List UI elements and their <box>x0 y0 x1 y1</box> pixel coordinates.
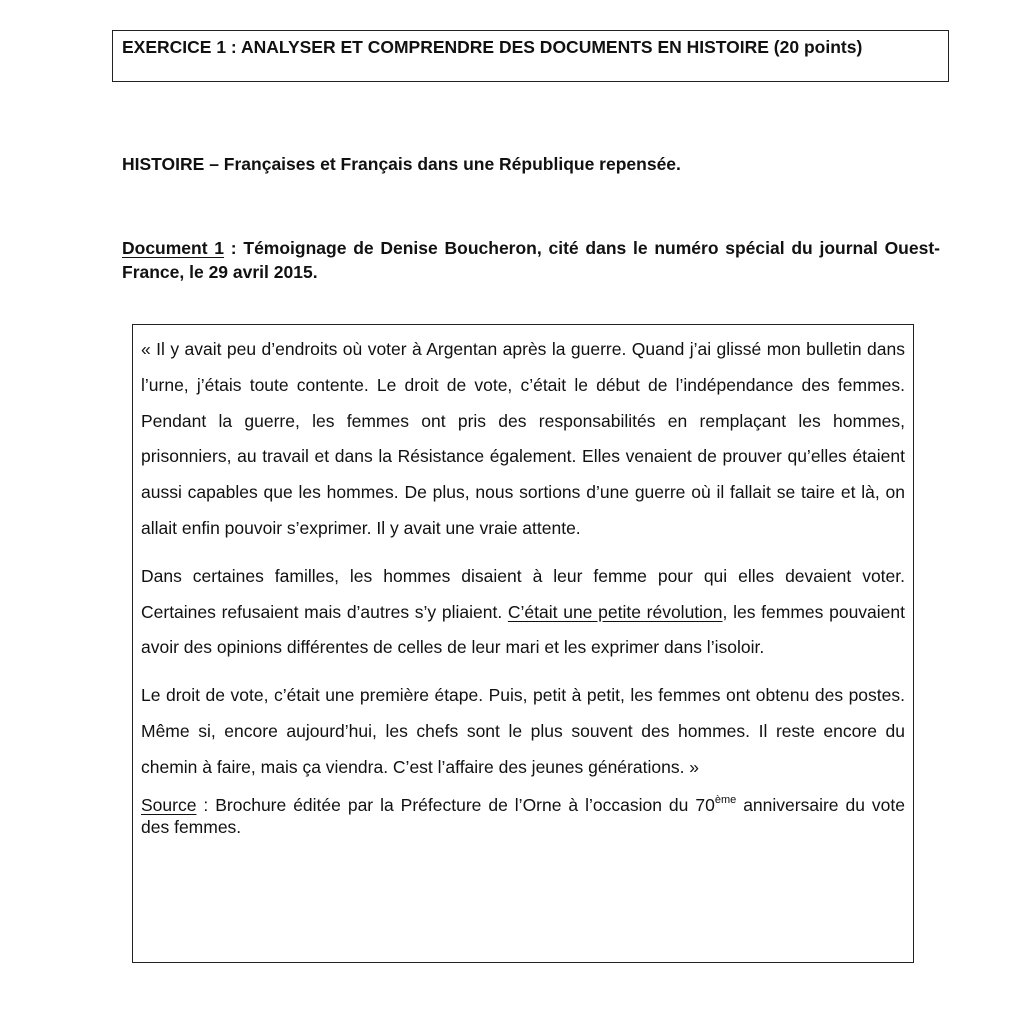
source-citation <box>141 794 905 838</box>
document-heading <box>122 236 940 284</box>
source-label: Source <box>141 794 197 815</box>
paragraph-2-end: , les femmes pouvaient avoir des opinions différentes de celles de leur mari et les exprimer dans l’isoloir. <box>141 601 905 658</box>
source-superscript: ème <box>714 793 737 806</box>
source-text-1: : Brochure éditée par la Préfecture de l’Orne à l’occasion du 70 <box>196 794 715 815</box>
testimony-paragraph-1: « Il y avait peu d’endroits où voter à Argentan après la guerre. Quand j’ai glissé mon bulletin dans l’urne, j’étais toute contente. Le droit de vote, c’était le début de l’indépendance des femmes. Pendant la guerre, les femmes ont pris des responsabilités en remplaçant les hommes, prisonniers, au travail et dans la Résistance également. Elles venaient de prouver qu’elles étaient aussi capables que les hommes. De plus, nous sortions d’une guerre où il fallait se taire et là, on allait enfin pouvoir s’exprimer. Il y avait une vraie attente. <box>141 339 905 538</box>
testimony-box <box>132 324 914 963</box>
source-text-2: anniversaire du vote des femmes. <box>141 794 905 837</box>
testimony-paragraph-3: Le droit de vote, c’était une première étape. Puis, petit à petit, les femmes ont obtenu des postes. Même si, encore aujourd’hui, les chefs sont le plus souvent des hommes. Il reste encore du chemin à faire, mais ça viendra. C’est l’affaire des jeunes générations. » <box>141 685 905 777</box>
exercise-title-box <box>112 30 949 82</box>
theme-title: HISTOIRE – Françaises et Français dans une République repensée. <box>122 154 681 174</box>
exercise-title: EXERCICE 1 : ANALYSER ET COMPRENDRE DES DOCUMENTS EN HISTOIRE (20 points) <box>122 37 863 57</box>
document-label: Document 1 <box>122 238 225 258</box>
underlined-phrase: C’était une petite révolution <box>507 601 723 622</box>
document-heading-text: : Témoignage de Denise Boucheron, cité dans le numéro spécial du journal Ouest-France, le 29 avril 2015. <box>122 238 940 282</box>
testimony-paragraph-2 <box>141 559 905 666</box>
paragraph-2-start: Dans certaines familles, les hommes disaient à leur femme pour qui elles devaient voter. Certaines refusaient mais d’autres s’y pliaient. <box>141 565 905 622</box>
